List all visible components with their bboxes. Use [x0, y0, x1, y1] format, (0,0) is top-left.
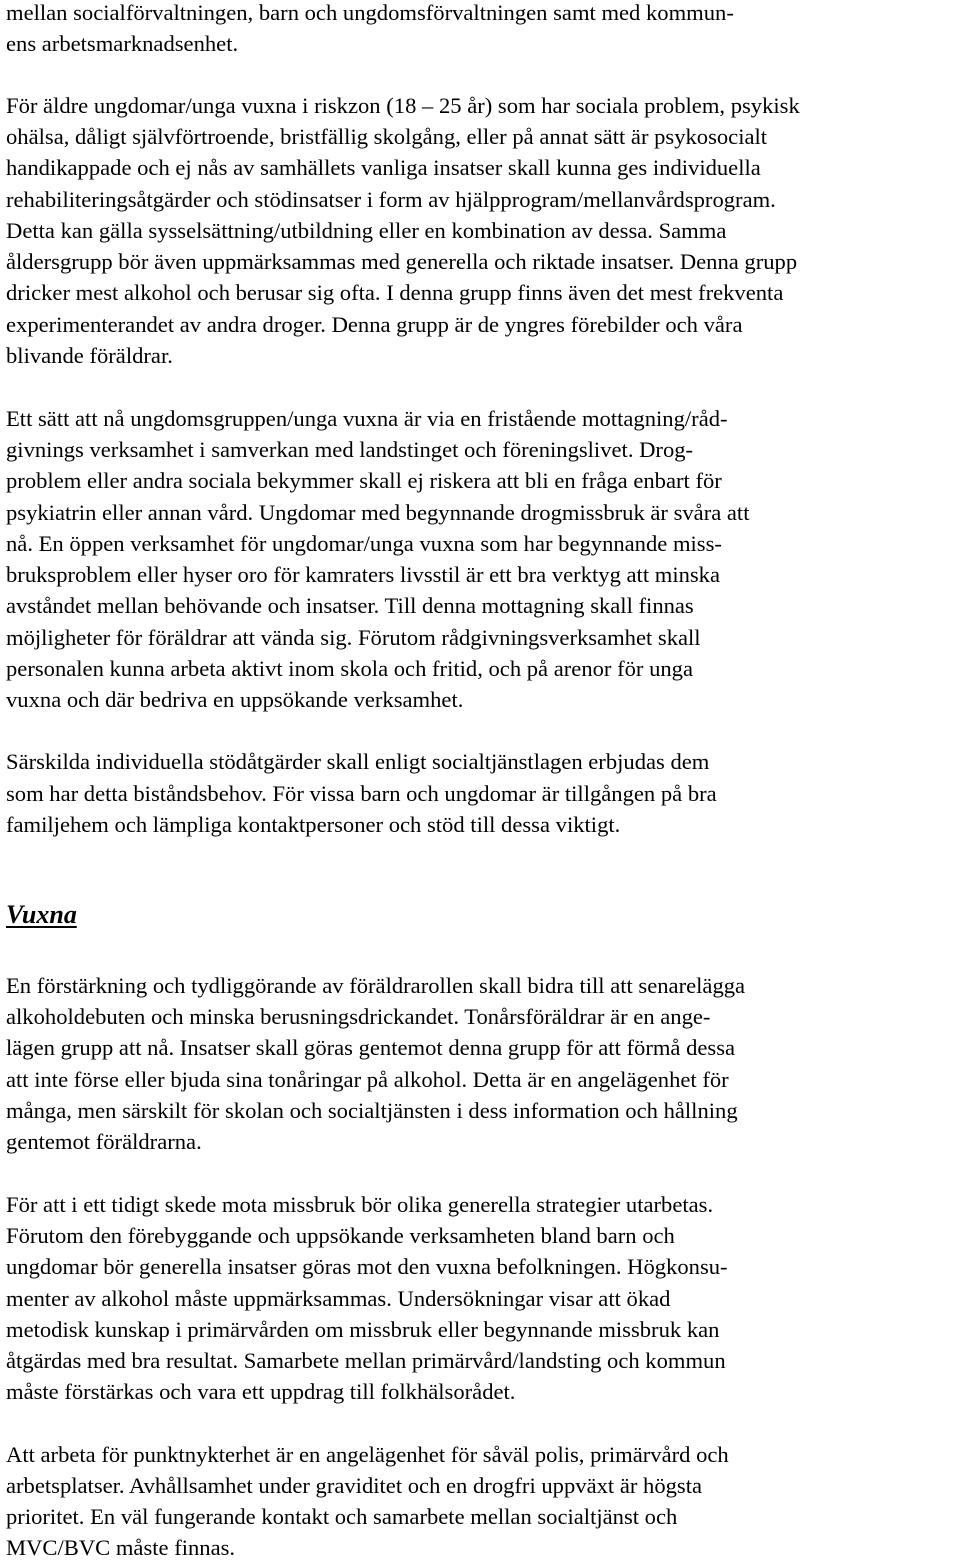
text-line: som har detta biståndsbehov. För vissa barn och ungdomar är tillgången på bra [6, 781, 717, 806]
text-line: åldersgrupp bör även uppmärksammas med generella och riktade insatser. Denna grupp [6, 249, 798, 274]
text-line: arbetsplatser. Avhållsamhet under graviditet och en drogfri uppväxt är högsta [6, 1473, 703, 1498]
section-heading-vuxna: Vuxna [6, 900, 77, 929]
text-line: ungdomar bör generella insatser göras mot den vuxna befolkningen. Högkonsu- [6, 1254, 728, 1279]
text-line: Särskilda individuella stödåtgärder skall enligt socialtjänstlagen erbjudas dem [6, 749, 710, 774]
text-line: problem eller andra sociala bekymmer skall ej riskera att bli en fråga enbart för [6, 468, 722, 493]
text-line: gentemot föräldrarna. [6, 1129, 202, 1154]
text-line: ohälsa, dåligt självförtroende, bristfällig skolgång, eller på annat sätt är psykosocialt [6, 124, 768, 149]
text-line: MVC/BVC måste finnas. [6, 1535, 236, 1560]
text-line: givnings verksamhet i samverkan med landstinget och föreningslivet. Drog- [6, 437, 694, 462]
text-line: måste förstärkas och vara ett uppdrag till folkhälsorådet. [6, 1379, 516, 1404]
text-line: prioritet. En väl fungerande kontakt och samarbete mellan socialtjänst och [6, 1504, 678, 1529]
text-line: blivande föräldrar. [6, 343, 173, 368]
text-line: Förutom den förebyggande och uppsökande verksamheten bland barn och [6, 1223, 675, 1248]
text-line: dricker mest alkohol och berusar sig ofta. I denna grupp finns även det mest frekventa [6, 280, 784, 305]
text-line: familjehem och lämpliga kontaktpersoner och stöd till dessa viktigt. [6, 812, 621, 837]
text-line: rehabiliteringsåtgärder och stödinsatser i form av hjälpprogram/mellanvårdsprogram. [6, 187, 776, 212]
text-line: mellan socialförvaltningen, barn och ungdomsförvaltningen samt med kommun- [6, 0, 734, 25]
text-line: nå. En öppen verksamhet för ungdomar/unga vuxna som har begynnande miss- [6, 531, 722, 556]
text-line: Detta kan gälla sysselsättning/utbildning eller en kombination av dessa. Samma [6, 218, 727, 243]
text-line: Ett sätt att nå ungdomsgruppen/unga vuxna är via en fristående mottagning/råd- [6, 406, 728, 431]
text-line: handikappade och ej nås av samhällets vanliga insatser skall kunna ges individuella [6, 155, 761, 180]
text-line: att inte förse eller bjuda sina tonåringar på alkohol. Detta är en angelägenhet för [6, 1067, 729, 1092]
text-line: möjligheter för föräldrar att vända sig. Förutom rådgivningsverksamhet skall [6, 625, 701, 650]
text-line: En förstärkning och tydliggörande av föräldrarollen skall bidra till att senarelägga [6, 973, 746, 998]
text-line: experimenterandet av andra droger. Denna grupp är de yngres förebilder och våra [6, 312, 743, 337]
text-line: metodisk kunskap i primärvården om missbruk eller begynnande missbruk kan [6, 1317, 720, 1342]
text-line: alkoholdebuten och minska berusningsdrickandet. Tonårsföräldrar är en ange- [6, 1004, 711, 1029]
text-line: åtgärdas med bra resultat. Samarbete mellan primärvård/landsting och kommun [6, 1348, 726, 1373]
text-line: många, men särskilt för skolan och socialtjänsten i dess information och hållning [6, 1098, 738, 1123]
text-line: personalen kunna arbeta aktivt inom skola och fritid, och på arenor för unga [6, 656, 693, 681]
text-line: psykiatrin eller annan vård. Ungdomar med begynnande drogmissbruk är svåra att [6, 500, 750, 525]
text-line: bruksproblem eller hyser oro för kamraters livsstil är ett bra verktyg att minska [6, 562, 721, 587]
text-line: menter av alkohol måste uppmärksammas. Undersökningar visar att ökad [6, 1286, 671, 1311]
text-line: lägen grupp att nå. Insatser skall göras gentemot denna grupp för att förmå dessa [6, 1035, 736, 1060]
text-line: avståndet mellan behövande och insatser. Till denna mottagning skall finnas [6, 593, 694, 618]
text-line: vuxna och där bedriva en uppsökande verksamhet. [6, 687, 464, 712]
text-line: För att i ett tidigt skede mota missbruk bör olika generella strategier utarbetas. [6, 1192, 714, 1217]
text-line: För äldre ungdomar/unga vuxna i riskzon (18 – 25 år) som har sociala problem, psykisk [6, 93, 800, 118]
text-line: Att arbeta för punktnykterhet är en angelägenhet för såväl polis, primärvård och [6, 1442, 729, 1467]
text-line: ens arbetsmarknadsenhet. [6, 31, 239, 56]
